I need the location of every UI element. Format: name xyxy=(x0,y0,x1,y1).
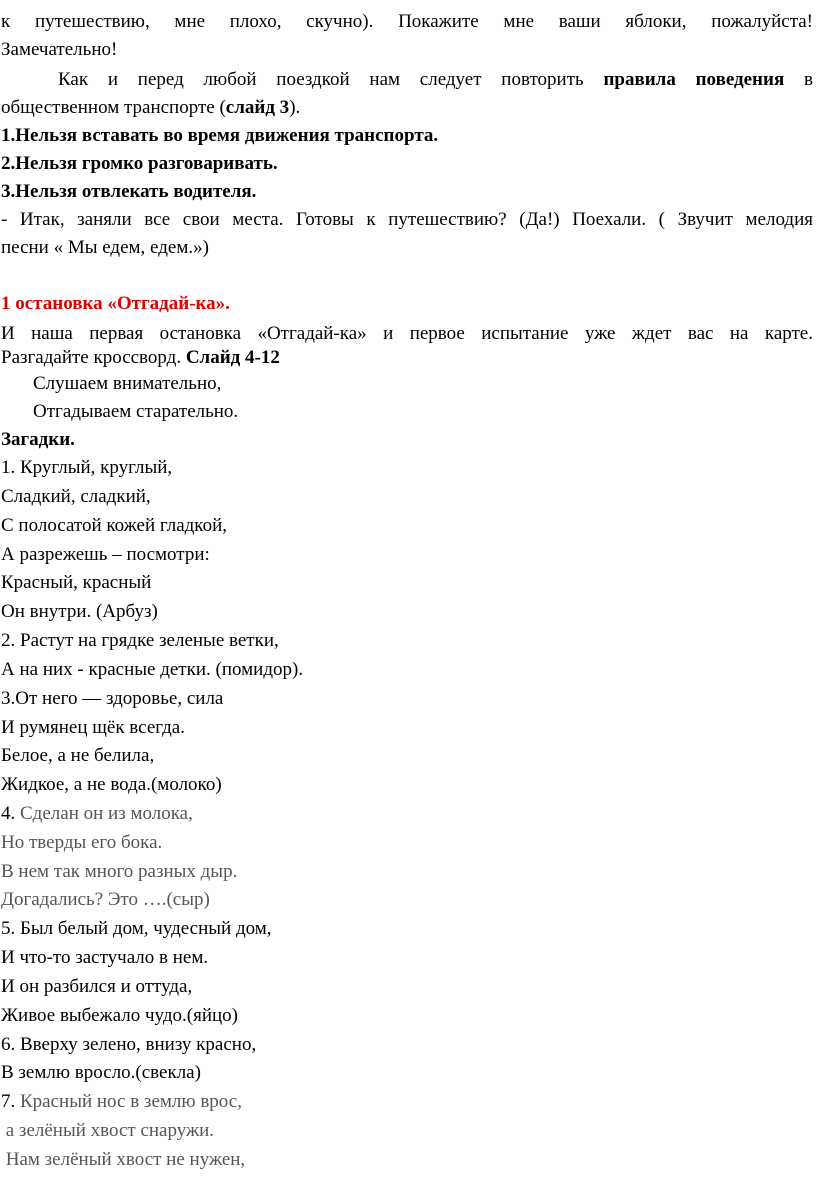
riddle-line: Жидкое, а не вода.(молоко) xyxy=(1,774,222,795)
riddle-line: Сладкий, сладкий, xyxy=(1,486,151,507)
rule-3: 3.Нельзя отвлекать водителя. xyxy=(1,181,257,202)
departure-line-1: - Итак, заняли все свои места. Готовы к путешествию? (Да!) Поехали. ( Звучит мелодия xyxy=(1,209,813,230)
riddle-4-line-2: Но тверды его бока. xyxy=(1,832,163,853)
crossword-text: Разгадайте кроссворд. xyxy=(1,347,186,368)
riddle-7-line-2: а зелёный хвост снаружи. xyxy=(1,1120,215,1141)
riddle-line: 3.От него — здоровье, сила xyxy=(1,688,224,709)
rules-line2-text: общественном транспорте ( xyxy=(1,97,226,118)
riddle-line: И что-то застучало в нем. xyxy=(1,947,209,968)
riddle-line: И румянец щёк всегда. xyxy=(1,717,185,738)
intro-line-2: Замечательно! xyxy=(1,39,118,60)
riddle-7-line-1 xyxy=(1,1090,242,1114)
riddle-line: В землю вросло.(свекла) xyxy=(1,1062,201,1083)
stop-1-text-line-1: И наша первая остановка «Отгадай-ка» и первое испытание уже ждет вас на карте. xyxy=(1,323,813,344)
rules-intro-tail: в xyxy=(784,69,813,90)
verse-line-1: Слушаем внимательно, xyxy=(33,373,222,394)
riddle-4-number: 4. xyxy=(1,803,20,824)
riddle-7-number: 7. xyxy=(1,1091,20,1112)
stop-1-heading: 1 остановка «Отгадай-ка». xyxy=(1,293,230,314)
riddle-line: И он разбился и оттуда, xyxy=(1,976,193,997)
rules-intro-line-2 xyxy=(1,96,300,120)
riddle-4-text: Сделан он из молока, xyxy=(20,803,193,824)
riddle-4-line-3: В нем так много разных дыр. xyxy=(1,861,238,882)
riddle-line: 1. Круглый, круглый, xyxy=(1,457,173,478)
riddles-heading: Загадки. xyxy=(1,429,75,450)
departure-line-2: песни « Мы едем, едем.») xyxy=(1,237,209,258)
rules-intro-line xyxy=(58,68,813,92)
riddle-line: Живое выбежало чудо.(яйцо) xyxy=(1,1005,238,1026)
rules-intro-text: Как и перед любой поездкой нам следует повторить xyxy=(58,69,604,90)
riddle-line: Белое, а не белила, xyxy=(1,745,155,766)
slide-ref-3: слайд 3 xyxy=(225,97,290,118)
riddle-4-line-1 xyxy=(1,802,193,826)
rule-2: 2.Нельзя громко разговаривать. xyxy=(1,153,278,174)
intro-line-1: к путешествию, мне плохо, скучно). Покажите мне ваши яблоки, пожалуйста! xyxy=(1,11,813,32)
riddle-line: А разрежешь – посмотри: xyxy=(1,544,210,565)
riddle-line: 2. Растут на грядке зеленые ветки, xyxy=(1,630,279,651)
riddle-line: А на них - красные детки. (помидор). xyxy=(1,659,304,680)
riddle-7-line-3: Нам зелёный хвост не нужен, xyxy=(1,1149,246,1170)
riddle-line: С полосатой кожей гладкой, xyxy=(1,515,227,536)
riddle-line: 5. Был белый дом, чудесный дом, xyxy=(1,918,272,939)
verse-line-2: Отгадываем старательно. xyxy=(33,401,239,422)
rule-1: 1.Нельзя вставать во время движения транспорта. xyxy=(1,125,439,146)
stop-1-text-line-2 xyxy=(1,346,280,370)
riddle-4-line-4: Догадались? Это ….(сыр) xyxy=(1,889,210,910)
riddle-line: Он внутри. (Арбуз) xyxy=(1,601,158,622)
rules-line2-tail: ). xyxy=(289,97,301,118)
riddle-7-text: Красный нос в землю врос, xyxy=(20,1091,242,1112)
rules-intro-bold: правила поведения xyxy=(603,69,785,90)
riddle-line: Красный, красный xyxy=(1,572,152,593)
slide-ref-4-12: Слайд 4-12 xyxy=(185,347,280,368)
riddle-line: 6. Вверху зелено, внизу красно, xyxy=(1,1034,257,1055)
